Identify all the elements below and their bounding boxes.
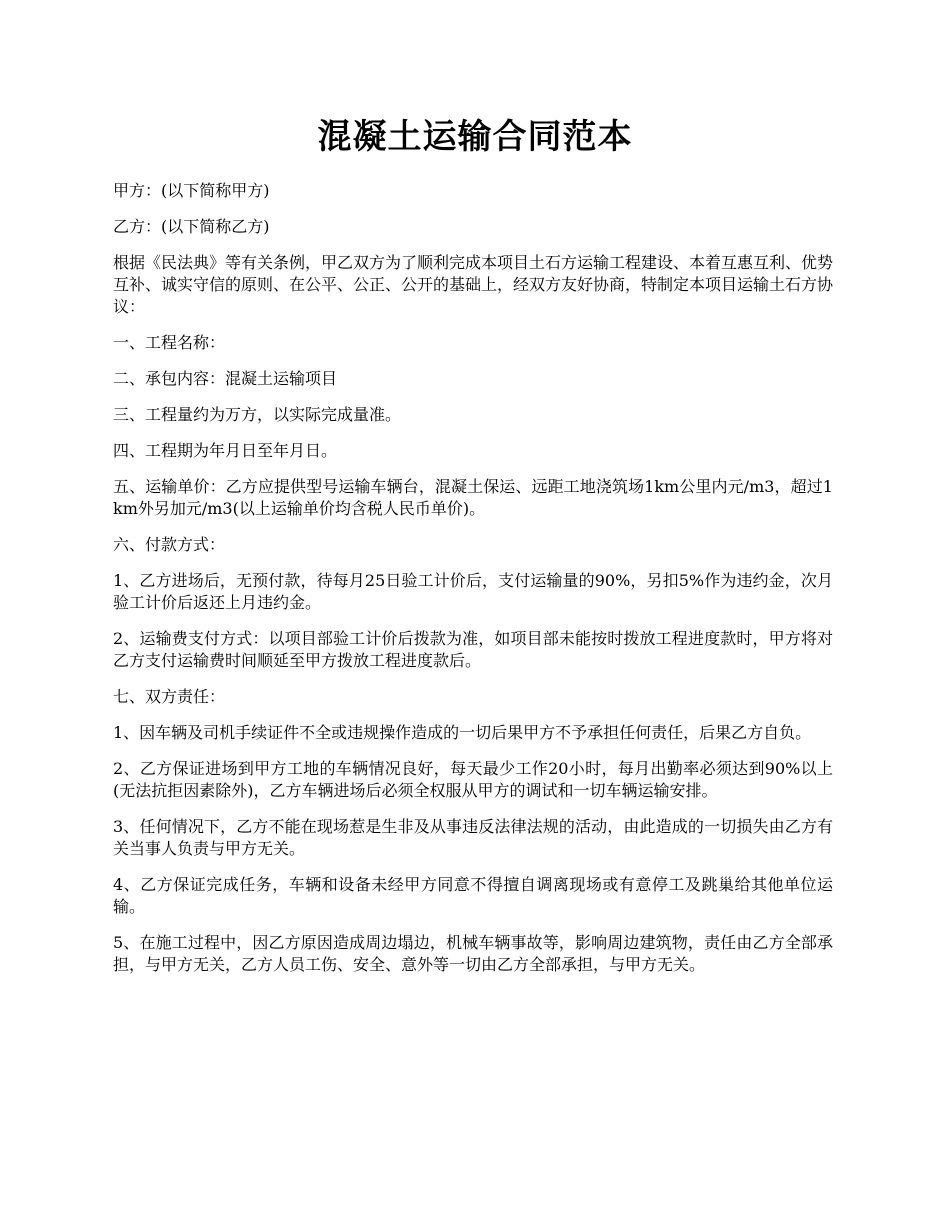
responsibility-item-2: 2、乙方保证进场到甲方工地的车辆情况良好，每天最少工作20小时，每月出勤率必须达到90%以上(无法抗拒因素除外)，乙方车辆进场后必须全权服从甲方的调试和一切车辆运输安排。 [113, 759, 833, 800]
preamble-paragraph: 根据《民法典》等有关条例，甲乙双方为了顺利完成本项目土石方运输工程建设、本着互惠互利、优势互补、诚实守信的原则、在公平、公正、公开的基础上，经双方友好协商，特制定本项目运输土石方协议： [113, 253, 834, 316]
document-body [113, 180, 833, 990]
payment-item-1: 1、乙方进场后，无预付款，待每月25日验工计价后，支付运输量的90%，另扣5%作为违约金，次月验工计价后返还上月违约金。 [113, 571, 833, 612]
responsibility-item-4: 4、乙方保证完成任务，车辆和设备未经甲方同意不得擅自调离现场或有意停工及跳巢给其他单位运输。 [113, 875, 833, 916]
party-b-line: 乙方：(以下简称乙方) [113, 217, 270, 236]
responsibility-item-1: 1、因车辆及司机手续证件不全或违规操作造成的一切后果甲方不予承担任何责任，后果乙方自负。 [113, 723, 812, 742]
document-title: 混凝土运输合同范本 [317, 117, 633, 157]
clause-quantity: 三、工程量约为万方，以实际完成量准。 [113, 405, 402, 424]
clause-responsibility-heading: 七、双方责任： [113, 687, 226, 706]
party-a-line: 甲方：(以下简称甲方) [113, 181, 270, 200]
responsibility-item-3: 3、任何情况下，乙方不能在现场惹是生非及从事违反法律法规的活动，由此造成的一切损失由乙方有关当事人负责与甲方无关。 [113, 817, 833, 858]
clause-contract-content: 二、承包内容：混凝土运输项目 [113, 369, 338, 388]
clause-project-name: 一、工程名称： [113, 333, 226, 352]
payment-item-2: 2、运输费支付方式：以项目部验工计价后拨款为准，如项目部未能按时拨放工程进度款时，甲方将对乙方支付运输费时间顺延至甲方拨放工程进度款后。 [113, 629, 833, 670]
responsibility-item-5: 5、在施工过程中，因乙方原因造成周边塌边，机械车辆事故等，影响周边建筑物，责任由乙方全部承担，与甲方无关，乙方人员工伤、安全、意外等一切由乙方全部承担，与甲方无关。 [113, 933, 833, 974]
clause-unit-price: 五、运输单价：乙方应提供型号运输车辆台，混凝土保运、远距工地浇筑场1km公里内元/m3，超过1km外另加元/m3(以上运输单价均含税人民币单价)。 [113, 477, 833, 518]
clause-period: 四、工程期为年月日至年月日。 [113, 441, 338, 460]
clause-payment-heading: 六、付款方式： [113, 535, 226, 554]
